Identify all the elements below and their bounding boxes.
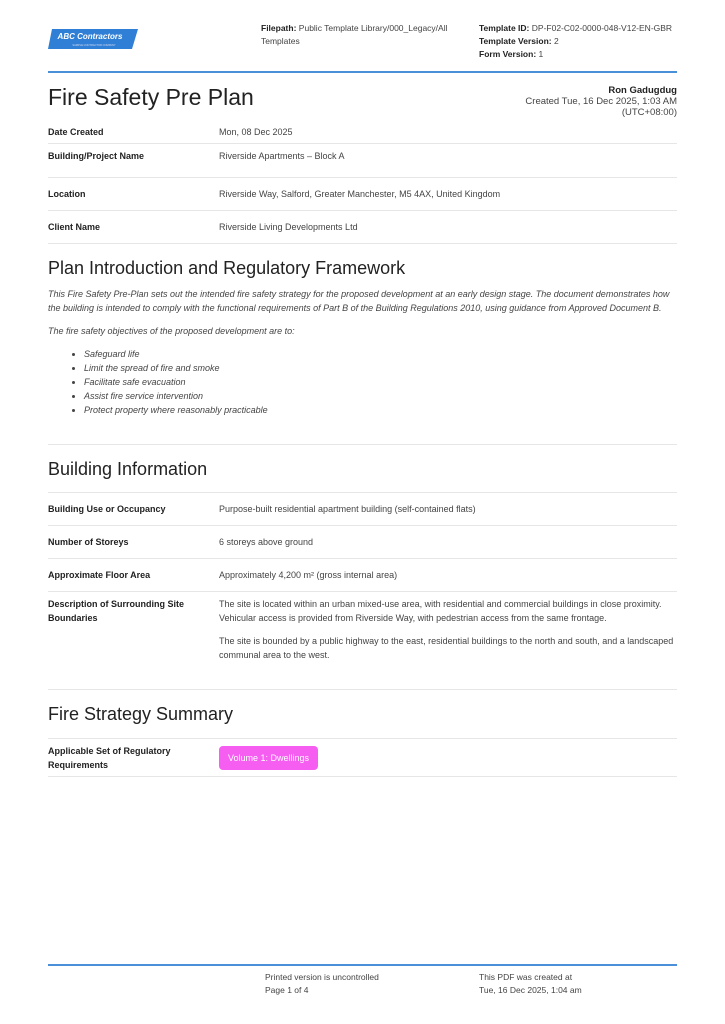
- filepath: Filepath: Public Template Library/000_Legacy/All Templates: [261, 23, 448, 46]
- footer-left: Printed version is uncontrolled Page 1 of 4: [265, 972, 379, 995]
- table-row: Building Use or Occupancy Purpose-built residential apartment building (self-contained flats): [48, 493, 677, 526]
- list-item: • Assist fire service intervention: [84, 389, 677, 403]
- table-row: Building/Project Name Riverside Apartments – Block A: [48, 144, 677, 178]
- list-item: • Protect property where reasonably practicable: [84, 403, 677, 417]
- table-row: Applicable Set of Regulatory Requirements Volume 1: Dwellings: [48, 739, 677, 777]
- section-heading: Fire Strategy Summary: [48, 704, 234, 724]
- table-row: Number of Storeys 6 storeys above ground: [48, 526, 677, 559]
- list-item: • Facilitate safe evacuation: [84, 375, 677, 389]
- section-heading: Plan Introduction and Regulatory Framework: [48, 258, 406, 278]
- table-row: Client Name Riverside Living Developments Ltd: [48, 211, 677, 244]
- list-item: • Safeguard life: [84, 347, 677, 361]
- section-heading: Building Information: [48, 459, 208, 479]
- company-logo: [48, 27, 138, 51]
- table-row: Description of Surrounding Site Boundaries The site is located within an urban mixed-use area, with residential and commercial buildings in close proximity. Vehicular access is provided from Riverside Way, with pedestrian access from the same frontage. The site is bounded by a public highway to the east, residential buildings to the north and south, and a landscaped communal area to the west.: [48, 592, 677, 690]
- svg-text:SAMPLE CONTRACTOR COMPANY: SAMPLE CONTRACTOR COMPANY: [72, 44, 116, 47]
- building-table: [48, 492, 677, 690]
- table-row: Date Created Mon, 08 Dec 2025: [48, 120, 677, 144]
- details-table: [48, 120, 677, 244]
- intro-text: This Fire Safety Pre-Plan sets out the intended fire safety strategy for the proposed development at an early design stage. The document demonstrates how the building is intended to comply with the functional requirements of Part B of the Building Regulations 2010, using guidance from Approved Document B. The fire safety objectives of the proposed development are to: • Safeguard life • Limit the spread of fire and smoke • Facilitate safe evacuation • Assist fire service intervention • Protect property where reasonably practicable: [48, 287, 677, 417]
- footer-divider: [48, 964, 677, 966]
- footer-right: This PDF was created at Tue, 16 Dec 2025, 1:04 am: [479, 972, 582, 995]
- regulation-badge: Volume 1: Dwellings: [219, 746, 318, 770]
- table-row: Approximate Floor Area Approximately 4,200 m² (gross internal area): [48, 559, 677, 592]
- template-info: Template ID: DP-F02-C02-0000-048-V12-EN-GBR Template Version: 2 Form Version: 1: [479, 23, 673, 59]
- strategy-table: [48, 738, 677, 777]
- divider: [48, 444, 677, 445]
- list-item: • Limit the spread of fire and smoke: [84, 361, 677, 375]
- svg-text:ABC Contractors: ABC Contractors: [57, 32, 123, 41]
- table-row: Location Riverside Way, Salford, Greater Manchester, M5 4AX, United Kingdom: [48, 178, 677, 211]
- page-title: Fire Safety Pre Plan: [48, 84, 254, 110]
- header-divider: [48, 71, 677, 73]
- author-info: Ron Gadugdug Created Tue, 16 Dec 2025, 1:03 AM (UTC+08:00): [525, 85, 677, 118]
